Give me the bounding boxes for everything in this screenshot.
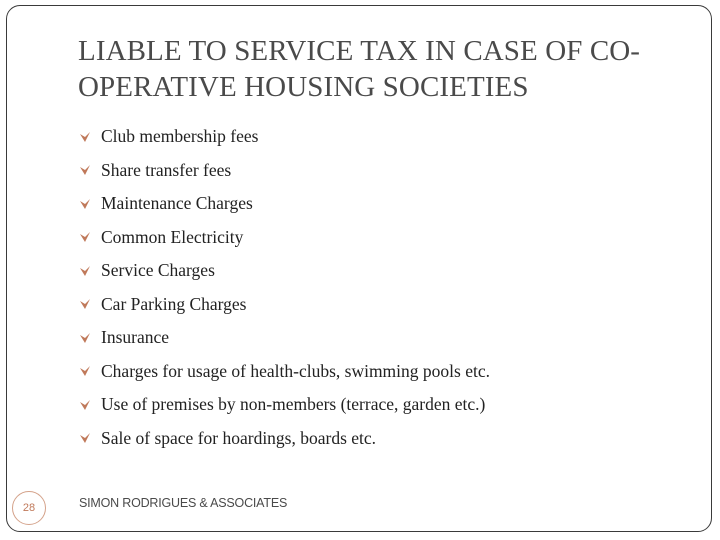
- bullet-item: [78, 388, 490, 422]
- bullet-item: [78, 254, 490, 288]
- bullet-item: [78, 154, 490, 188]
- bullet-text: Maintenance Charges: [101, 193, 253, 214]
- checkmark-arrow-icon: [78, 398, 92, 412]
- checkmark-arrow-icon: [78, 197, 92, 211]
- checkmark-arrow-icon: [78, 230, 92, 244]
- bullet-text: Club membership fees: [101, 126, 259, 147]
- bullet-item: [78, 321, 490, 355]
- checkmark-arrow-icon: [78, 331, 92, 345]
- bullet-item: [78, 288, 490, 322]
- bullet-item: [78, 120, 490, 154]
- bullet-text: Charges for usage of health-clubs, swimming pools etc.: [101, 360, 490, 381]
- slide-title: LIABLE TO SERVICE TAX IN CASE OF CO-OPERATIVE HOUSING SOCIETIES: [78, 35, 641, 103]
- bullet-text: Service Charges: [101, 260, 215, 281]
- bullet-text: Sale of space for hoardings, boards etc.: [101, 427, 377, 448]
- bullet-item: [78, 187, 490, 221]
- bullet-text: Use of premises by non-members (terrace, garden etc.): [101, 394, 486, 415]
- checkmark-arrow-icon: [78, 364, 92, 378]
- bullet-text: Share transfer fees: [101, 159, 232, 180]
- checkmark-arrow-icon: [78, 130, 92, 144]
- bullet-item: [78, 422, 490, 456]
- checkmark-arrow-icon: [78, 297, 92, 311]
- checkmark-arrow-icon: [78, 431, 92, 445]
- checkmark-arrow-icon: [78, 264, 92, 278]
- page-number: 28: [12, 491, 46, 525]
- bullet-list: [78, 120, 490, 455]
- bullet-item: [78, 355, 490, 389]
- bullet-text: Insurance: [101, 327, 170, 348]
- bullet-item: [78, 221, 490, 255]
- bullet-text: Common Electricity: [101, 226, 244, 247]
- bullet-text: Car Parking Charges: [101, 293, 247, 314]
- footer-text: SIMON RODRIGUES & ASSOCIATES: [79, 496, 288, 510]
- checkmark-arrow-icon: [78, 163, 92, 177]
